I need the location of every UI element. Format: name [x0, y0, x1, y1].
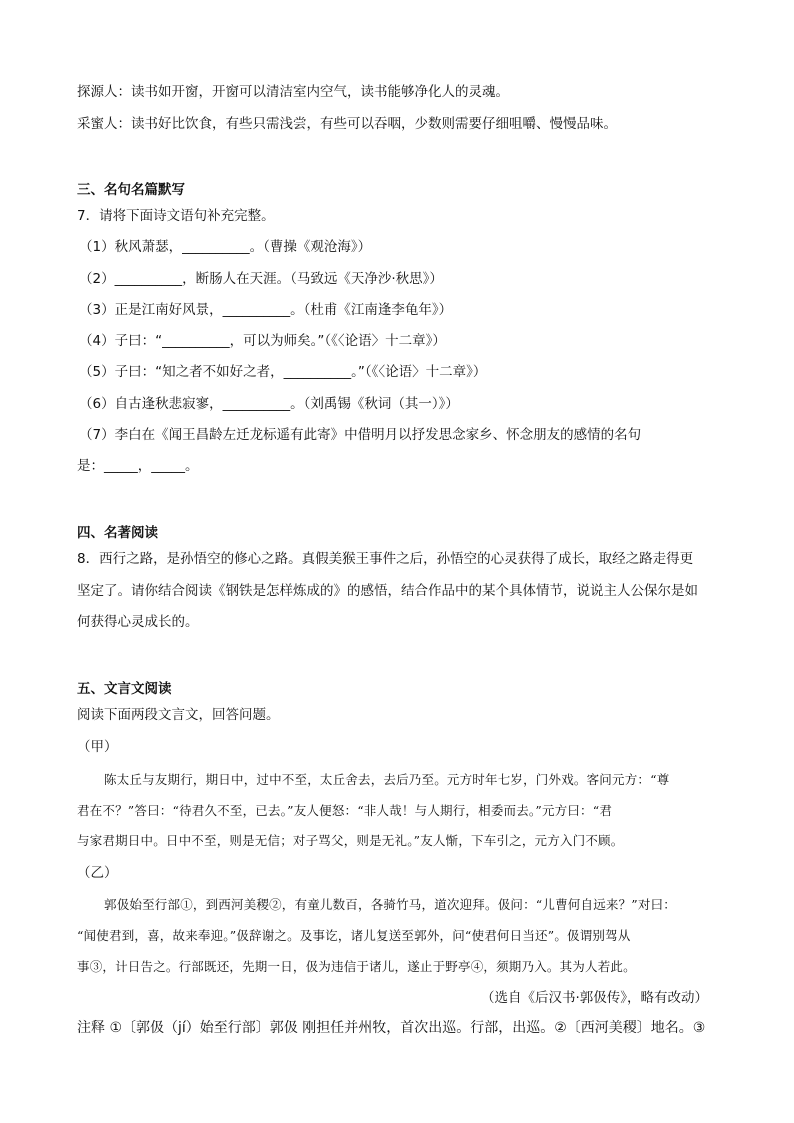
passage-jia-label: （甲） — [77, 739, 118, 755]
question-7-item-1: （1）秋风萧瑟，__________。（曹操《观沧海》） — [79, 239, 372, 255]
question-8-line-1: 8．西行之路，是孙悟空的修心之路。真假美猴王事件之后，孙悟空的心灵获得了成长，取经之路走得更 — [77, 551, 694, 567]
intro-line-2: 采蜜人：读书好比饮食，有些只需浅尝，有些可以吞咽，少数则需要仔细咀嚼、慢慢品味。 — [77, 116, 617, 132]
passage-yi-label: （乙） — [77, 865, 118, 881]
question-7: 7．请将下面诗文语句补充完整。 — [77, 208, 275, 224]
section-3-heading: 三、名句名篇默写 — [77, 182, 185, 198]
question-7-item-2: （2）__________，断肠人在天涯。（马致远《天净沙·秋思》） — [79, 271, 443, 287]
passage-jia-line-3: 与家君期日中。日中不至，则是无信；对子骂父，则是无礼。”友人惭，下车引之，元方入门不顾。 — [77, 833, 624, 848]
passage-source: （选自《后汉书·郭伋传》，略有改动） — [480, 990, 708, 1006]
question-7-item-7: （7）李白在《闻王昌龄左迁龙标遥有此寄》中借明月以抒发思念家乡、怀念朋友的感情的名句 — [79, 427, 642, 443]
passage-yi-line-2: “闻使君到，喜，故来奉迎。”伋辞谢之。及事讫，诸儿复送至郭外，问“使君何日当还”。伋谓别驾从 — [77, 928, 631, 943]
question-7-item-4: （4）子曰：“__________，可以为师矣。”（《〈论语〉十二章》） — [79, 333, 446, 349]
annotation-note: 注释 ①〔郭伋（jí）始至行部〕郭伋 刚担任并州牧，首次出巡。行部，出巡。②〔西河美稷〕地名。③ — [77, 1020, 706, 1036]
section-4-heading: 四、名著阅读 — [77, 525, 158, 541]
question-7-item-3: （3）正是江南好风景，__________。（杜甫《江南逢李龟年》） — [79, 302, 453, 318]
question-7-item-6: （6）自古逢秋悲寂寥，__________。（刘禹锡《秋词（其一）》） — [79, 396, 459, 412]
question-8-line-2: 坚定了。请你结合阅读《钢铁是怎样炼成的》的感悟，结合作品中的某个具体情节，说说主人公保尔是如 — [77, 583, 698, 599]
intro-line-1: 探源人：读书如开窗，开窗可以清洁室内空气，读书能够净化人的灵魂。 — [77, 84, 509, 100]
question-7-item-7-cont: 是：_____，_____。 — [77, 458, 199, 474]
section-5-heading: 五、文言文阅读 — [77, 681, 172, 697]
passage-jia-line-1: 陈太丘与友期行，期日中，过中不至，太丘舍去，去后乃至。元方时年七岁，门外戏。客问元方：“尊 — [104, 772, 670, 787]
question-7-item-5: （5）子曰：“知之者不如好之者，__________。”（《〈论语〉十二章》） — [79, 364, 487, 380]
passage-yi-line-1: 郭伋始至行部①，到西河美稷②，有童儿数百，各骑竹马，道次迎拜。伋问：“儿曹何自远来？”对曰： — [104, 897, 676, 912]
passage-yi-line-3: 事③，计日告之。行部既还，先期一日，伋为违信于诸儿，遂止于野亭④，须期乃入。其为人若此。 — [77, 959, 636, 974]
passage-jia-line-2: 君在不？”答曰：“待君久不至，已去。”友人便怒：“非人哉！与人期行，相委而去。”元方曰：“君 — [77, 803, 613, 818]
question-8-line-3: 何获得心灵成长的。 — [77, 614, 199, 630]
section-5-instruction: 阅读下面两段文言文，回答问题。 — [77, 707, 280, 723]
